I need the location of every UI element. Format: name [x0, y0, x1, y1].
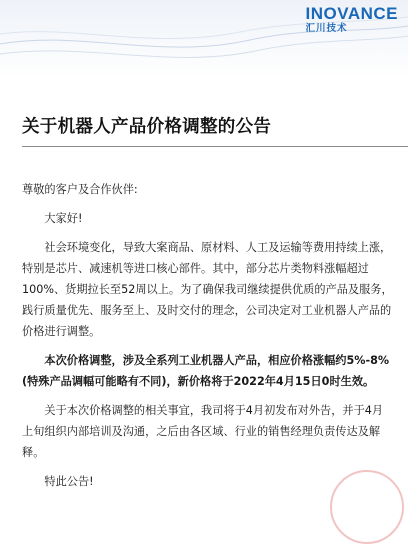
paragraph-price-change: 本次价格调整，涉及全系列工业机器人产品，相应价格涨幅约5%-8%(特殊产品调幅可能略有不同)，新价格将于2022年4月15日0时生效。	[22, 354, 390, 388]
inovance-logo	[306, 5, 398, 35]
paragraph-background: 社会环境变化，导致大案商品、原材料、人工及运输等费用持续上涨，特别是芯片、减速机等进口核心部件。其中，部分芯片类物料涨幅超过100%、货期拉长至52周以上。为了确保我司继续提供优质的产品及服务，践行质量优先、服务至上、及时交付的理念，公司决定对工业机器人产品的价格进行调整。	[22, 241, 393, 338]
closing: 特此公告!	[44, 475, 94, 488]
salutation: 尊敬的客户及合作伙伴:	[22, 183, 138, 196]
logo-text-cn: 汇川技术	[305, 23, 348, 34]
title-divider	[22, 146, 408, 147]
company-seal	[330, 470, 404, 544]
greeting: 大家好!	[44, 212, 83, 225]
notice-body	[22, 179, 394, 492]
logo-text-en: INOVANCE	[305, 4, 398, 23]
paragraph-communication: 关于本次价格调整的相关事宜，我司将于4月初发布对外告，并于4月上旬组织内部培训及沟通，之后由各区域、行业的销售经理负责传达及解释。	[22, 404, 384, 459]
notice-title: 关于机器人产品价格调整的公告	[22, 117, 272, 137]
